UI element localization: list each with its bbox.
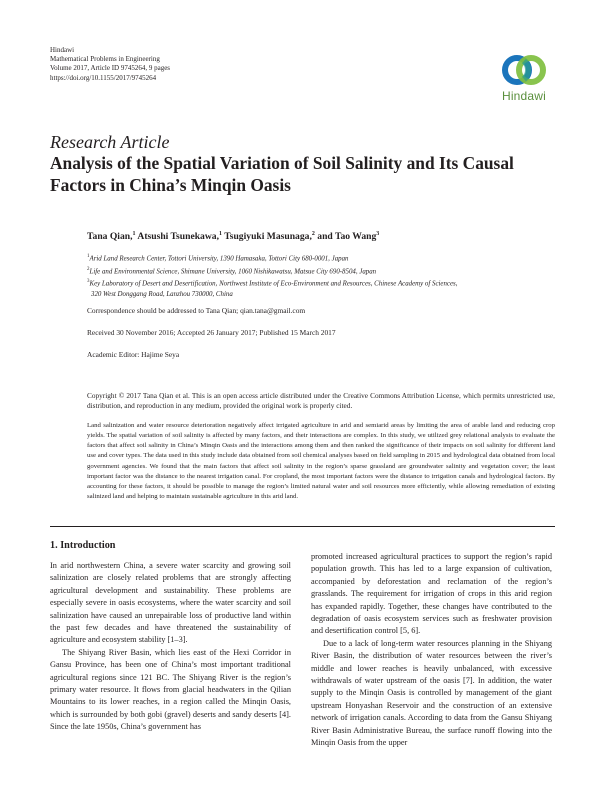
- right-column: [311, 551, 552, 750]
- hindawi-rings-icon: [498, 50, 550, 90]
- paragraph: The Shiyang River Basin, which lies east of the Hexi Corridor in Gansu Province, has been one of China’s most important traditional agricultural regions since 121 BC. The Shiyang River is the region’s primary water resource. It flows from glacial headwaters in the Qilian Mountains to its lower reaches, in a region called the Minqin Oasis, which is surrounded by both gobi (gravel) deserts and sandy deserts [4]. Since the late 1950s, China’s government has: [50, 647, 291, 732]
- affiliation: $^1$Arid Land Research Center, Tottori University, 1390 Hamasaka, Tottori City 680-0001, Japan: [87, 254, 349, 263]
- abstract: Land salinization and water resource deterioration negatively affect irrigated agriculture in arid and semiarid areas by limiting the area of arable land and reducing crop yields. The spatial variation of soil salinity is affected by many factors, and their interactions are complex. In this study, we utilized grey relational analysis to evaluate the factors that affect soil salinity in China’s Minqin Oasis and the interactions among them and then ranked the significance of their impacts on soil salinity for different land use and cover types. The data used in this study include data obtained from soil chemical analyses based on field sampling in 2015 and hydrological data obtained from local government agencies. We found that the main factors that affect soil salinity in the region’s sparse grassland are groundwater salinity and vegetation cover; the least important factor was the distance to the nearest irrigation canal. For cropland, the most important factors were the distance to irrigation canals and hydrological factors. By accounting for these factors, it should be possible to manage the region’s limited natural water and soil resources more efficiently, while allowing remediation of existing salinized land and helping to maintain sustainable agriculture in this arid land.: [87, 422, 555, 501]
- journal-name: Mathematical Problems in Engineering: [50, 55, 160, 64]
- author: Atsushi Tsunekawa,$^1$: [137, 231, 222, 243]
- section-divider: [50, 526, 555, 527]
- logo-wordmark: Hindawi: [501, 89, 547, 103]
- correspondence: Correspondence should be addressed to Tana Qian; qian.tana@gmail.com: [87, 306, 306, 315]
- affiliation: $^2$Life and Environmental Science, Shimane University, 1060 Nishikawatsu, Matsue City 690-8504, Japan: [87, 266, 377, 275]
- affiliation: $^3$Key Laboratory of Desert and Desertification, Northwest Institute of Eco-Environment and Resources, Chinese Academy of Sciences,: [87, 279, 458, 288]
- section-heading: 1. Introduction: [50, 540, 116, 551]
- publisher-name: Hindawi: [50, 46, 75, 54]
- author: Tana Qian,$^1$: [87, 231, 136, 243]
- publication-dates: Received 30 November 2016; Accepted 26 January 2017; Published 15 March 2017: [87, 328, 336, 337]
- author-list: [87, 231, 379, 242]
- paragraph: Due to a lack of long-term water resources planning in the Shiyang River Basin, the distribution of water resources between the river’s middle and lower reaches is heavily unbalanced, with excessive withdrawals of water upstream of the oasis [7]. In addition, the water supply to the Minqin Oasis is controlled by management of the giant upstream Honyashan Reservoir and the construction of an extensive network of irrigation canals. According to data from the Gansu Shiyang River Basin Administrative Bureau, the surface runoff flowing into the Minqin Oasis from the upper: [311, 638, 552, 748]
- copyright-notice: Copyright © 2017 Tana Qian et al. This is an open access article distributed under the Creative Commons Attribution License, which permits unrestricted use, distribution, and reproduction in any medium, provided the original work is properly cited.: [87, 391, 555, 411]
- paragraph: promoted increased agricultural practices to support the region’s rapid population growth. This has led to a large expansion of cultivation, accompanied by deforestation and reclamation of the region’s grasslands. The requirement for irrigation of crops in this arid region has expanded rapidly. Together, these changes have contributed to the degradation of oasis ecosystem services such as freshwater provision and desertification control [5, 6].: [311, 552, 552, 636]
- doi-link[interactable]: https://doi.org/10.1155/2017/9745264: [50, 73, 157, 82]
- academic-editor: Academic Editor: Hajime Seya: [87, 350, 180, 359]
- left-column: [50, 540, 291, 734]
- affiliation: 320 West Donggang Road, Lanzhou 730000, China: [91, 290, 233, 298]
- author: and Tao Wang$^3$: [317, 231, 380, 243]
- article-type: Research Article: [50, 132, 170, 152]
- journal-header: [50, 46, 370, 83]
- hindawi-logo: [494, 50, 554, 110]
- author: Tsugiyuki Masunaga,$^2$: [224, 231, 315, 243]
- affiliations: [87, 252, 557, 300]
- paragraph: In arid northwestern China, a severe water scarcity and growing soil salinization are closely related problems that are strongly affecting agricultural development and sustainability. These problems are especially severe in oasis ecosystems, where the water scarcity and soil salinization have caused an unrepairable loss of productive land within the past few decades and have threatened the sustainability of agriculture and ecosystem stability [1–3].: [50, 561, 291, 645]
- article-title: Analysis of the Spatial Variation of Soil Salinity and Its Causal Factors in China’s Minqin Oasis: [50, 153, 514, 195]
- volume-info: Volume 2017, Article ID 9745264, 9 pages: [50, 64, 171, 73]
